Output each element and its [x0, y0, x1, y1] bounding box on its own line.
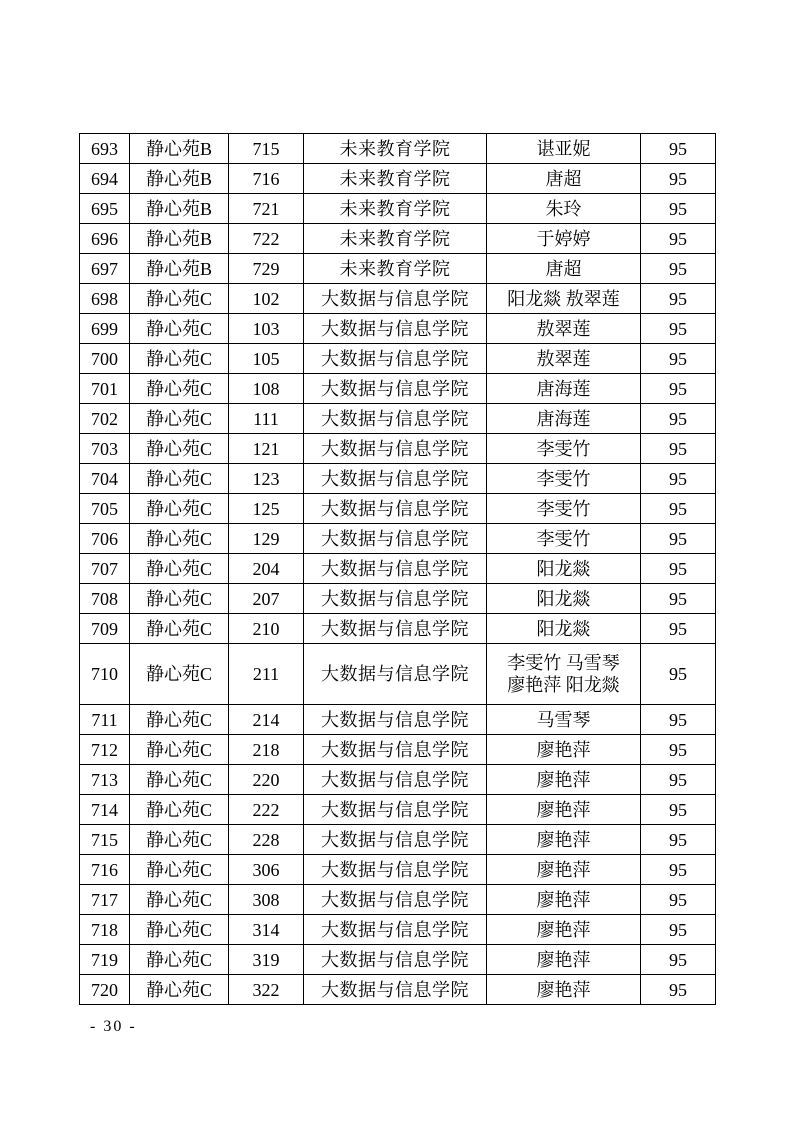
college-cell: 未来教育学院	[304, 224, 487, 254]
building-cell: 静心苑C	[130, 554, 229, 584]
score-cell: 95	[641, 224, 716, 254]
college-cell: 大数据与信息学院	[304, 314, 487, 344]
college-cell: 大数据与信息学院	[304, 735, 487, 765]
room-number-cell: 207	[229, 584, 304, 614]
table-row	[80, 915, 716, 945]
room-number-cell: 204	[229, 554, 304, 584]
college-cell: 大数据与信息学院	[304, 915, 487, 945]
room-number-cell: 129	[229, 524, 304, 554]
score-cell: 95	[641, 614, 716, 644]
person-in-charge-cell: 李雯竹	[487, 434, 641, 464]
college-cell: 未来教育学院	[304, 164, 487, 194]
college-cell: 大数据与信息学院	[304, 554, 487, 584]
row-number-cell: 699	[80, 314, 130, 344]
row-number-cell: 718	[80, 915, 130, 945]
room-number-cell: 220	[229, 765, 304, 795]
row-number-cell: 710	[80, 644, 130, 705]
college-cell: 大数据与信息学院	[304, 284, 487, 314]
table-row	[80, 584, 716, 614]
room-number-cell: 722	[229, 224, 304, 254]
building-cell: 静心苑C	[130, 945, 229, 975]
table-row	[80, 855, 716, 885]
person-in-charge-cell: 阳龙燚 敖翠莲	[487, 284, 641, 314]
person-in-charge-cell: 廖艳萍	[487, 795, 641, 825]
room-number-cell: 125	[229, 494, 304, 524]
college-cell: 大数据与信息学院	[304, 825, 487, 855]
person-in-charge-cell: 廖艳萍	[487, 945, 641, 975]
college-cell: 大数据与信息学院	[304, 374, 487, 404]
table-row	[80, 254, 716, 284]
building-cell: 静心苑C	[130, 735, 229, 765]
building-cell: 静心苑C	[130, 494, 229, 524]
person-in-charge-cell: 敖翠莲	[487, 314, 641, 344]
room-number-cell: 319	[229, 945, 304, 975]
person-in-charge-cell	[487, 644, 641, 705]
score-cell: 95	[641, 284, 716, 314]
room-number-cell: 729	[229, 254, 304, 284]
building-cell: 静心苑C	[130, 644, 229, 705]
person-in-charge-cell: 唐超	[487, 254, 641, 284]
score-cell: 95	[641, 644, 716, 705]
person-in-charge-cell: 阳龙燚	[487, 614, 641, 644]
college-cell: 大数据与信息学院	[304, 464, 487, 494]
table-body	[80, 134, 716, 1005]
score-cell: 95	[641, 735, 716, 765]
score-cell: 95	[641, 705, 716, 735]
room-number-cell: 721	[229, 194, 304, 224]
room-number-cell: 121	[229, 434, 304, 464]
building-cell: 静心苑C	[130, 434, 229, 464]
table-row	[80, 434, 716, 464]
college-cell: 未来教育学院	[304, 194, 487, 224]
score-cell: 95	[641, 494, 716, 524]
table-row	[80, 374, 716, 404]
row-number-cell: 712	[80, 735, 130, 765]
room-number-cell: 218	[229, 735, 304, 765]
room-number-cell: 210	[229, 614, 304, 644]
row-number-cell: 694	[80, 164, 130, 194]
building-cell: 静心苑B	[130, 194, 229, 224]
person-in-charge-cell: 谌亚妮	[487, 134, 641, 164]
table-row	[80, 164, 716, 194]
building-cell: 静心苑C	[130, 825, 229, 855]
room-number-cell: 105	[229, 344, 304, 374]
score-cell: 95	[641, 945, 716, 975]
table-row	[80, 554, 716, 584]
person-in-charge-cell: 阳龙燚	[487, 584, 641, 614]
row-number-cell: 714	[80, 795, 130, 825]
row-number-cell: 709	[80, 614, 130, 644]
person-in-charge-cell: 廖艳萍	[487, 735, 641, 765]
row-number-cell: 705	[80, 494, 130, 524]
row-number-cell: 711	[80, 705, 130, 735]
table-row	[80, 314, 716, 344]
row-number-cell: 713	[80, 765, 130, 795]
dormitory-score-table	[79, 133, 716, 1005]
score-cell: 95	[641, 885, 716, 915]
college-cell: 大数据与信息学院	[304, 975, 487, 1005]
row-number-cell: 717	[80, 885, 130, 915]
room-number-cell: 111	[229, 404, 304, 434]
score-cell: 95	[641, 975, 716, 1005]
row-number-cell: 695	[80, 194, 130, 224]
score-cell: 95	[641, 464, 716, 494]
person-in-charge-cell: 于婷婷	[487, 224, 641, 254]
row-number-cell: 719	[80, 945, 130, 975]
college-cell: 大数据与信息学院	[304, 344, 487, 374]
building-cell: 静心苑C	[130, 855, 229, 885]
room-number-cell: 108	[229, 374, 304, 404]
building-cell: 静心苑C	[130, 344, 229, 374]
table-row	[80, 134, 716, 164]
table-row	[80, 885, 716, 915]
score-cell: 95	[641, 795, 716, 825]
college-cell: 大数据与信息学院	[304, 765, 487, 795]
row-number-cell: 697	[80, 254, 130, 284]
building-cell: 静心苑C	[130, 795, 229, 825]
college-cell: 大数据与信息学院	[304, 705, 487, 735]
table-row	[80, 194, 716, 224]
room-number-cell: 211	[229, 644, 304, 705]
building-cell: 静心苑C	[130, 524, 229, 554]
person-in-charge-cell: 唐海莲	[487, 404, 641, 434]
building-cell: 静心苑C	[130, 975, 229, 1005]
row-number-cell: 706	[80, 524, 130, 554]
score-cell: 95	[641, 194, 716, 224]
person-in-charge-cell: 廖艳萍	[487, 915, 641, 945]
building-cell: 静心苑C	[130, 584, 229, 614]
room-number-cell: 103	[229, 314, 304, 344]
person-in-charge-cell: 廖艳萍	[487, 855, 641, 885]
person-in-charge-cell: 李雯竹	[487, 524, 641, 554]
building-cell: 静心苑C	[130, 374, 229, 404]
score-cell: 95	[641, 164, 716, 194]
college-cell: 大数据与信息学院	[304, 584, 487, 614]
score-cell: 95	[641, 915, 716, 945]
college-cell: 大数据与信息学院	[304, 614, 487, 644]
college-cell: 大数据与信息学院	[304, 434, 487, 464]
score-cell: 95	[641, 254, 716, 284]
table-row	[80, 765, 716, 795]
building-cell: 静心苑C	[130, 284, 229, 314]
score-cell: 95	[641, 374, 716, 404]
score-cell: 95	[641, 765, 716, 795]
building-cell: 静心苑B	[130, 224, 229, 254]
row-number-cell: 716	[80, 855, 130, 885]
score-cell: 95	[641, 314, 716, 344]
table-row	[80, 795, 716, 825]
row-number-cell: 702	[80, 404, 130, 434]
row-number-cell: 696	[80, 224, 130, 254]
college-cell: 大数据与信息学院	[304, 524, 487, 554]
building-cell: 静心苑B	[130, 134, 229, 164]
person-in-charge-cell: 唐超	[487, 164, 641, 194]
room-number-cell: 322	[229, 975, 304, 1005]
table-row	[80, 224, 716, 254]
row-number-cell: 707	[80, 554, 130, 584]
person-in-charge-cell: 敖翠莲	[487, 344, 641, 374]
table-row	[80, 735, 716, 765]
table-row	[80, 614, 716, 644]
building-cell: 静心苑C	[130, 464, 229, 494]
room-number-cell: 214	[229, 705, 304, 735]
college-cell: 大数据与信息学院	[304, 855, 487, 885]
building-cell: 静心苑C	[130, 404, 229, 434]
college-cell: 未来教育学院	[304, 134, 487, 164]
table-row	[80, 524, 716, 554]
building-cell: 静心苑C	[130, 765, 229, 795]
table-row	[80, 644, 716, 705]
table-row	[80, 464, 716, 494]
person-in-charge-cell: 廖艳萍	[487, 885, 641, 915]
score-cell: 95	[641, 855, 716, 885]
building-cell: 静心苑B	[130, 254, 229, 284]
college-cell: 未来教育学院	[304, 254, 487, 284]
score-cell: 95	[641, 434, 716, 464]
person-line: 廖艳萍 阳龙燚	[507, 675, 620, 695]
college-cell: 大数据与信息学院	[304, 404, 487, 434]
table-row	[80, 284, 716, 314]
college-cell: 大数据与信息学院	[304, 885, 487, 915]
row-number-cell: 698	[80, 284, 130, 314]
person-in-charge-cell: 廖艳萍	[487, 975, 641, 1005]
building-cell: 静心苑B	[130, 164, 229, 194]
person-in-charge-cell: 李雯竹	[487, 464, 641, 494]
room-number-cell: 314	[229, 915, 304, 945]
score-cell: 95	[641, 554, 716, 584]
building-cell: 静心苑C	[130, 614, 229, 644]
row-number-cell: 700	[80, 344, 130, 374]
table-row	[80, 494, 716, 524]
score-cell: 95	[641, 134, 716, 164]
room-number-cell: 222	[229, 795, 304, 825]
table-row	[80, 705, 716, 735]
table-row	[80, 825, 716, 855]
row-number-cell: 708	[80, 584, 130, 614]
college-cell: 大数据与信息学院	[304, 945, 487, 975]
person-in-charge-cell: 唐海莲	[487, 374, 641, 404]
table-row	[80, 975, 716, 1005]
score-cell: 95	[641, 524, 716, 554]
room-number-cell: 308	[229, 885, 304, 915]
person-in-charge-cell: 廖艳萍	[487, 765, 641, 795]
row-number-cell: 703	[80, 434, 130, 464]
room-number-cell: 306	[229, 855, 304, 885]
person-line: 李雯竹 马雪琴	[507, 653, 620, 673]
score-cell: 95	[641, 584, 716, 614]
row-number-cell: 715	[80, 825, 130, 855]
person-in-charge-cell: 马雪琴	[487, 705, 641, 735]
college-cell: 大数据与信息学院	[304, 644, 487, 705]
building-cell: 静心苑C	[130, 915, 229, 945]
room-number-cell: 102	[229, 284, 304, 314]
college-cell: 大数据与信息学院	[304, 494, 487, 524]
row-number-cell: 704	[80, 464, 130, 494]
building-cell: 静心苑C	[130, 885, 229, 915]
score-cell: 95	[641, 344, 716, 374]
row-number-cell: 720	[80, 975, 130, 1005]
room-number-cell: 228	[229, 825, 304, 855]
room-number-cell: 715	[229, 134, 304, 164]
table-row	[80, 404, 716, 434]
college-cell: 大数据与信息学院	[304, 795, 487, 825]
table-row	[80, 344, 716, 374]
row-number-cell: 693	[80, 134, 130, 164]
person-in-charge-cell: 廖艳萍	[487, 825, 641, 855]
page-number: - 30 -	[90, 1018, 137, 1035]
room-number-cell: 123	[229, 464, 304, 494]
building-cell: 静心苑C	[130, 705, 229, 735]
row-number-cell: 701	[80, 374, 130, 404]
score-cell: 95	[641, 404, 716, 434]
building-cell: 静心苑C	[130, 314, 229, 344]
room-number-cell: 716	[229, 164, 304, 194]
table-row	[80, 945, 716, 975]
person-in-charge-cell: 李雯竹	[487, 494, 641, 524]
score-cell: 95	[641, 825, 716, 855]
person-in-charge-cell: 朱玲	[487, 194, 641, 224]
person-in-charge-cell: 阳龙燚	[487, 554, 641, 584]
